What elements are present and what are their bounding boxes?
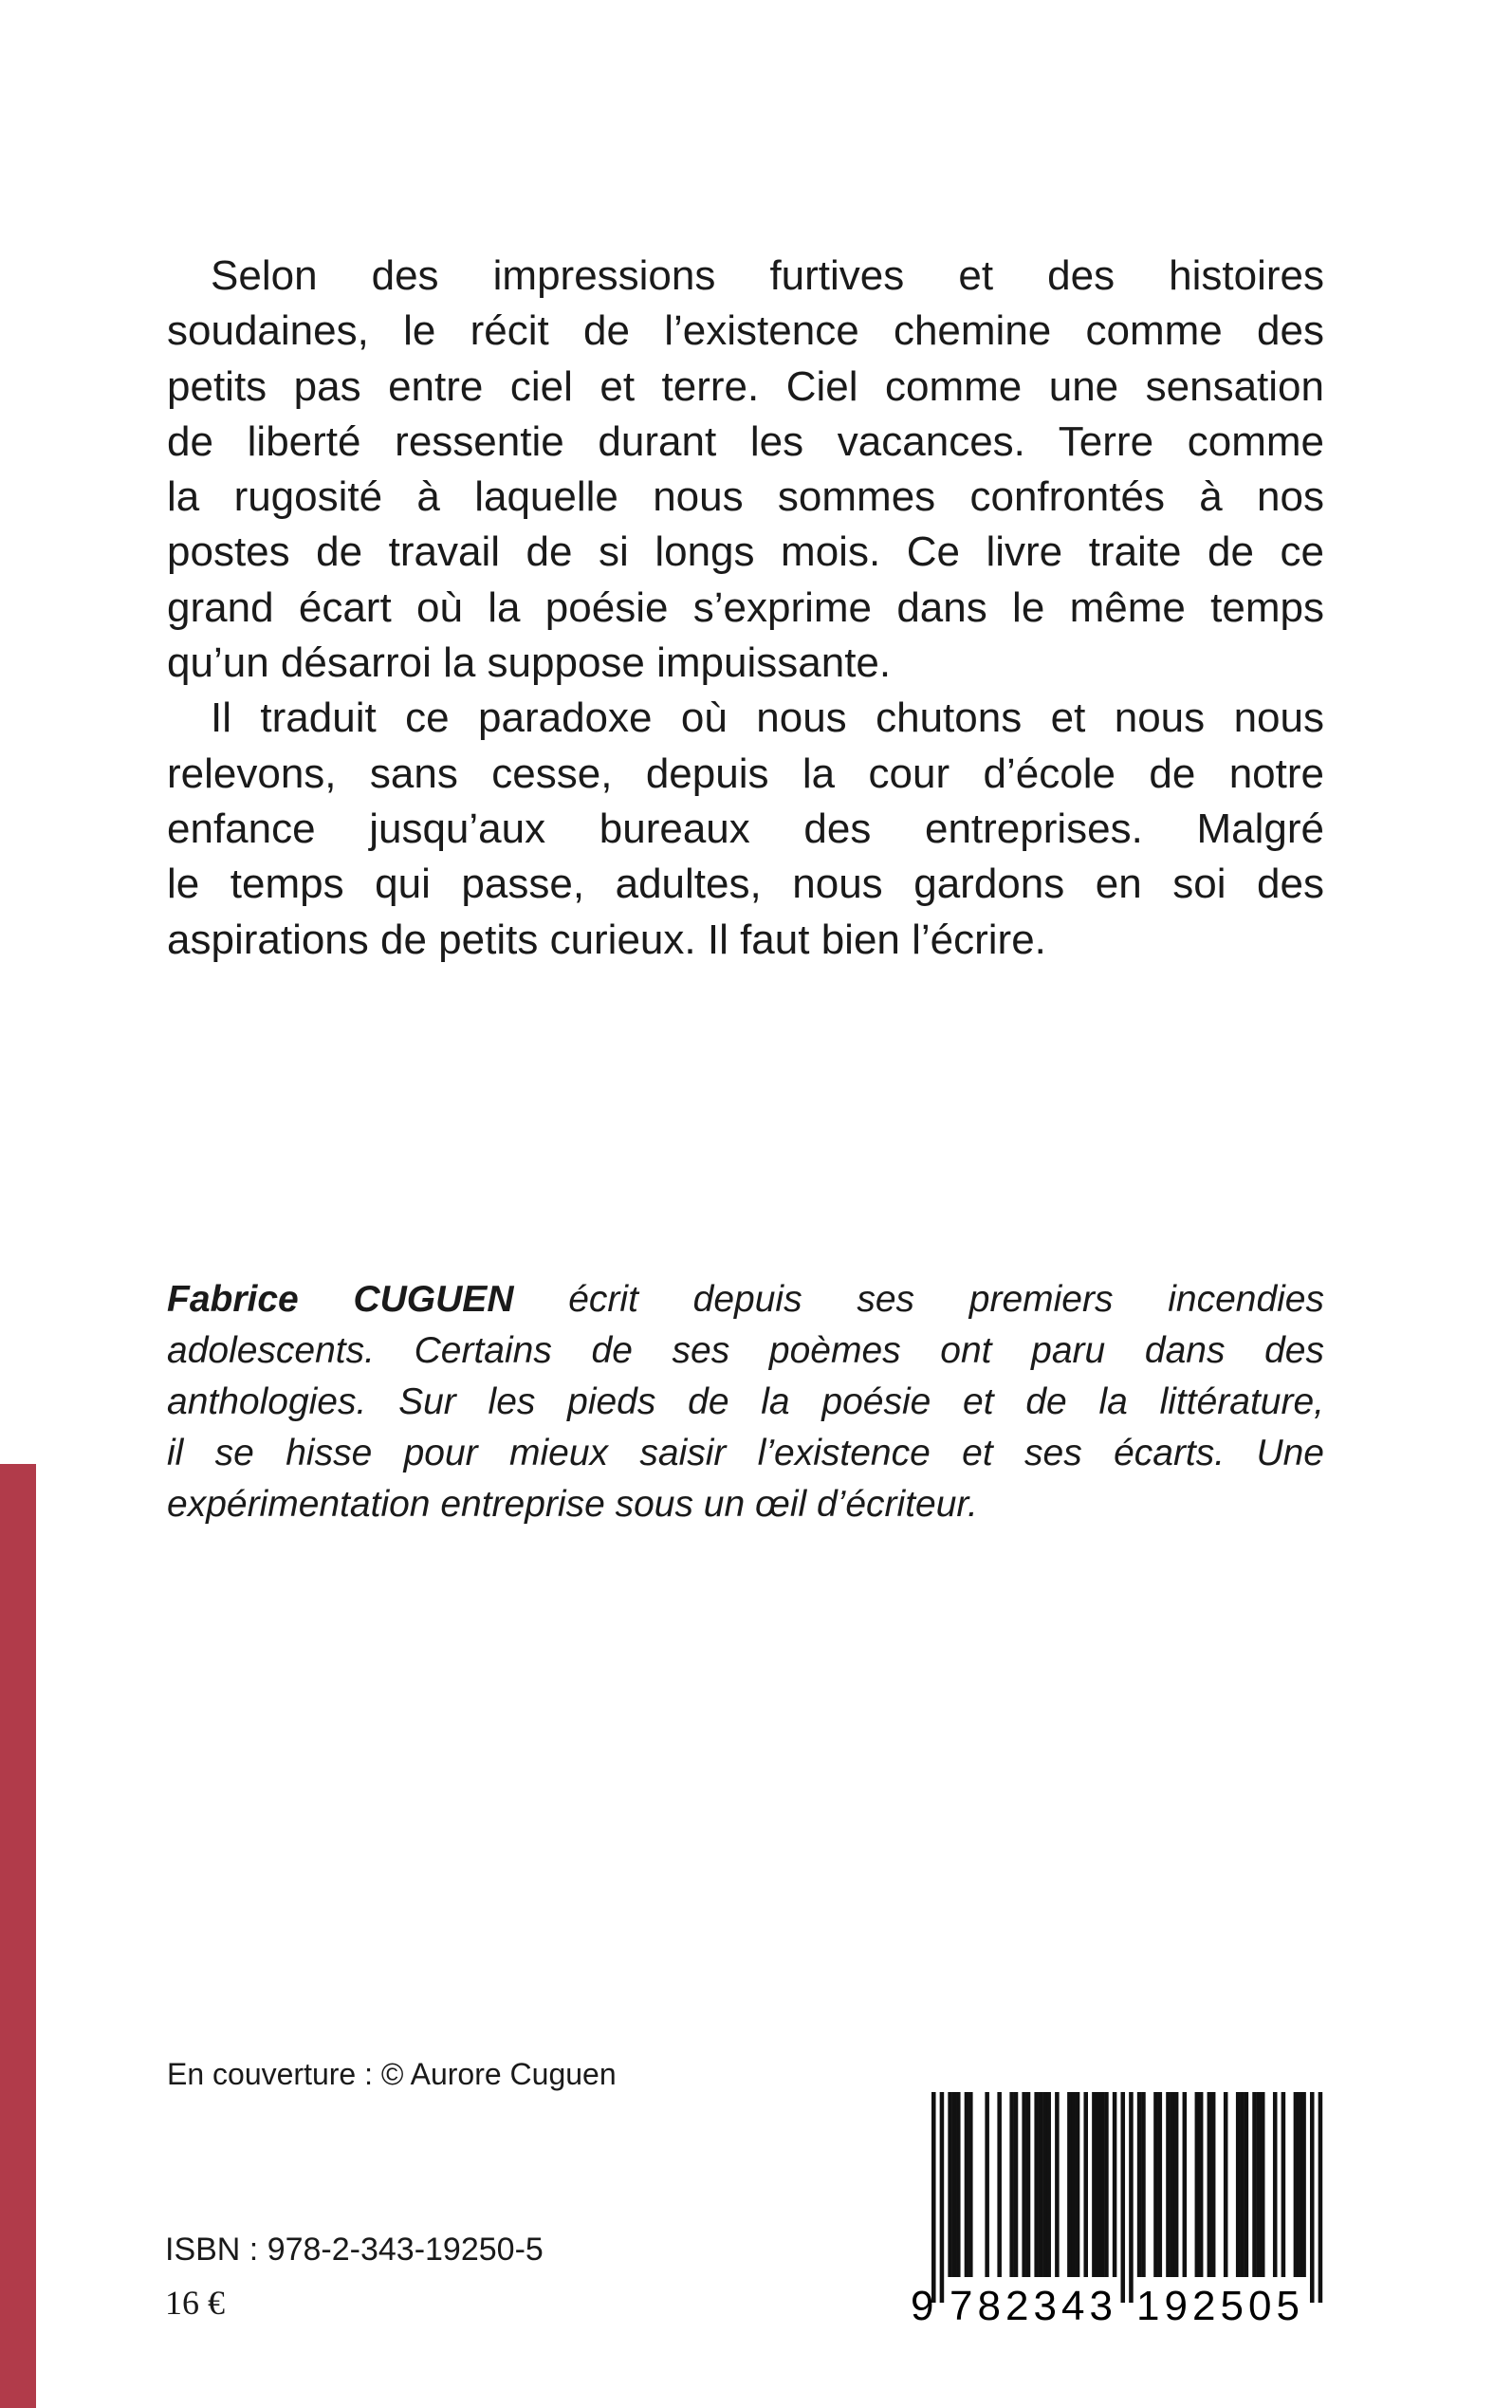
barcode-bar (1261, 2092, 1265, 2277)
barcode-bar (1282, 2092, 1286, 2277)
barcode-bar (1022, 2092, 1026, 2277)
barcode-bar (1113, 2092, 1117, 2277)
barcode-bar (1039, 2092, 1043, 2277)
author-bio (167, 1274, 1324, 1530)
barcode-bar (1076, 2092, 1080, 2277)
cover-credit: En couverture : © Aurore Cuguen (167, 2057, 617, 2091)
barcode-bar (1301, 2092, 1306, 2277)
barcode-bar (1240, 2092, 1245, 2277)
barcode-bar (1174, 2092, 1179, 2277)
barcode-bar (1067, 2092, 1072, 2277)
barcode-bar (1199, 2092, 1204, 2277)
blurb-line: de liberté ressentie durant les vacances. Terre comme (167, 417, 1324, 465)
barcode-bar (1141, 2092, 1146, 2277)
barcode-bar (1183, 2092, 1188, 2277)
barcode-bar (1252, 2092, 1257, 2277)
bio-line (167, 1274, 1324, 1325)
bio-line: anthologies. Sur les pieds de la poésie et de la littérature, (167, 1381, 1324, 1422)
barcode-bar (985, 2092, 989, 2277)
barcode-bar (965, 2092, 969, 2277)
barcode-bar (1257, 2092, 1262, 2277)
bio-line: il se hisse pour mieux saisir l’existence et ses écarts. Une (167, 1433, 1324, 1473)
isbn: ISBN : 978-2-343-19250-5 (165, 2232, 544, 2268)
barcode-bar (1195, 2092, 1200, 2277)
blurb-line: qu’un désarroi la suppose impuissante. (167, 639, 892, 687)
barcode-guard-bar (1129, 2092, 1134, 2303)
barcode-bar (1153, 2092, 1158, 2277)
blurb-line: la rugosité à laquelle nous sommes confrontés à nos (167, 473, 1324, 521)
barcode-guard-bar (931, 2092, 936, 2303)
blurb-line: aspirations de petits curieux. Il faut bien l’écrire. (167, 916, 1046, 963)
barcode-bar (1026, 2092, 1031, 2277)
barcode-bar (997, 2092, 1002, 2277)
blurb-line: enfance jusqu’aux bureaux des entreprises. Malgré (167, 805, 1324, 852)
barcode-bar (1071, 2092, 1076, 2277)
barcode-bar (1158, 2092, 1163, 2277)
blurb-line: Selon des impressions furtives et des histoires (211, 252, 1324, 299)
barcode-bar (952, 2092, 957, 2277)
blurb-line: le temps qui passe, adultes, nous gardons en soi des (167, 861, 1324, 908)
price: 16 € (165, 2284, 225, 2322)
author-name: Fabrice CUGUEN (167, 1279, 514, 1320)
bio-text: écrit depuis ses premiers incendies (568, 1279, 1324, 1320)
barcode-bar (1236, 2092, 1241, 2277)
barcode-bar (1009, 2092, 1014, 2277)
barcode-guard-bar (1120, 2092, 1125, 2303)
blurb-line: Il traduit ce paradoxe où nous chutons et nous nous (211, 695, 1324, 742)
blurb-line: relevons, sans cesse, depuis la cour d’école de notre (167, 750, 1324, 797)
barcode-bar (1298, 2092, 1302, 2277)
blurb-line: grand écart où la poésie s’exprime dans le même temps (167, 583, 1324, 631)
barcode-guard-bar (940, 2092, 945, 2303)
barcode-bar (1100, 2092, 1105, 2277)
isbn-barcode (909, 2092, 1326, 2325)
barcode-bar (1294, 2092, 1299, 2277)
barcode-guard-bar (1318, 2092, 1323, 2303)
barcode-guard-bar (1310, 2092, 1315, 2303)
barcode-bar (1104, 2092, 1109, 2277)
barcode-bar (1273, 2092, 1278, 2277)
barcode-bar (1208, 2092, 1212, 2277)
barcode-bar (1224, 2092, 1228, 2277)
barcode-bar (1137, 2092, 1142, 2277)
bio-line: adolescents. Certains de ses poèmes ont paru dans des (167, 1330, 1324, 1371)
blurb-line: postes de travail de si longs mois. Ce livre traite de ce (167, 528, 1324, 576)
spine-accent-bar (0, 1464, 36, 2408)
barcode-bar (1046, 2092, 1051, 2277)
barcode-first-digit: 9 (911, 2283, 934, 2325)
barcode-bar (1171, 2092, 1175, 2277)
barcode-bar (1096, 2092, 1100, 2277)
barcode-bar (1042, 2092, 1047, 2277)
barcode-bar (948, 2092, 952, 2277)
barcode-bar (1211, 2092, 1216, 2277)
barcode-bar (956, 2092, 961, 2277)
barcode-bar (1245, 2092, 1249, 2277)
barcode-bar (1083, 2092, 1088, 2277)
blurb-line: petits pas entre ciel et terre. Ciel comme une sensation (167, 362, 1324, 410)
barcode-bar (1092, 2092, 1097, 2277)
barcode-bar (1014, 2092, 1019, 2277)
barcode-bar (1166, 2092, 1171, 2277)
bio-line: expérimentation entreprise sous un œil d’écriteur. (167, 1484, 978, 1525)
blurb-line: soudaines, le récit de l’existence chemine comme des (167, 307, 1324, 355)
back-cover-blurb (167, 249, 1324, 968)
barcode-bar (1034, 2092, 1039, 2277)
barcode-bar (968, 2092, 973, 2277)
barcode-right-digits: 192505 (1136, 2283, 1300, 2325)
barcode-bar (1055, 2092, 1060, 2277)
barcode-left-digits: 782343 (950, 2283, 1113, 2325)
